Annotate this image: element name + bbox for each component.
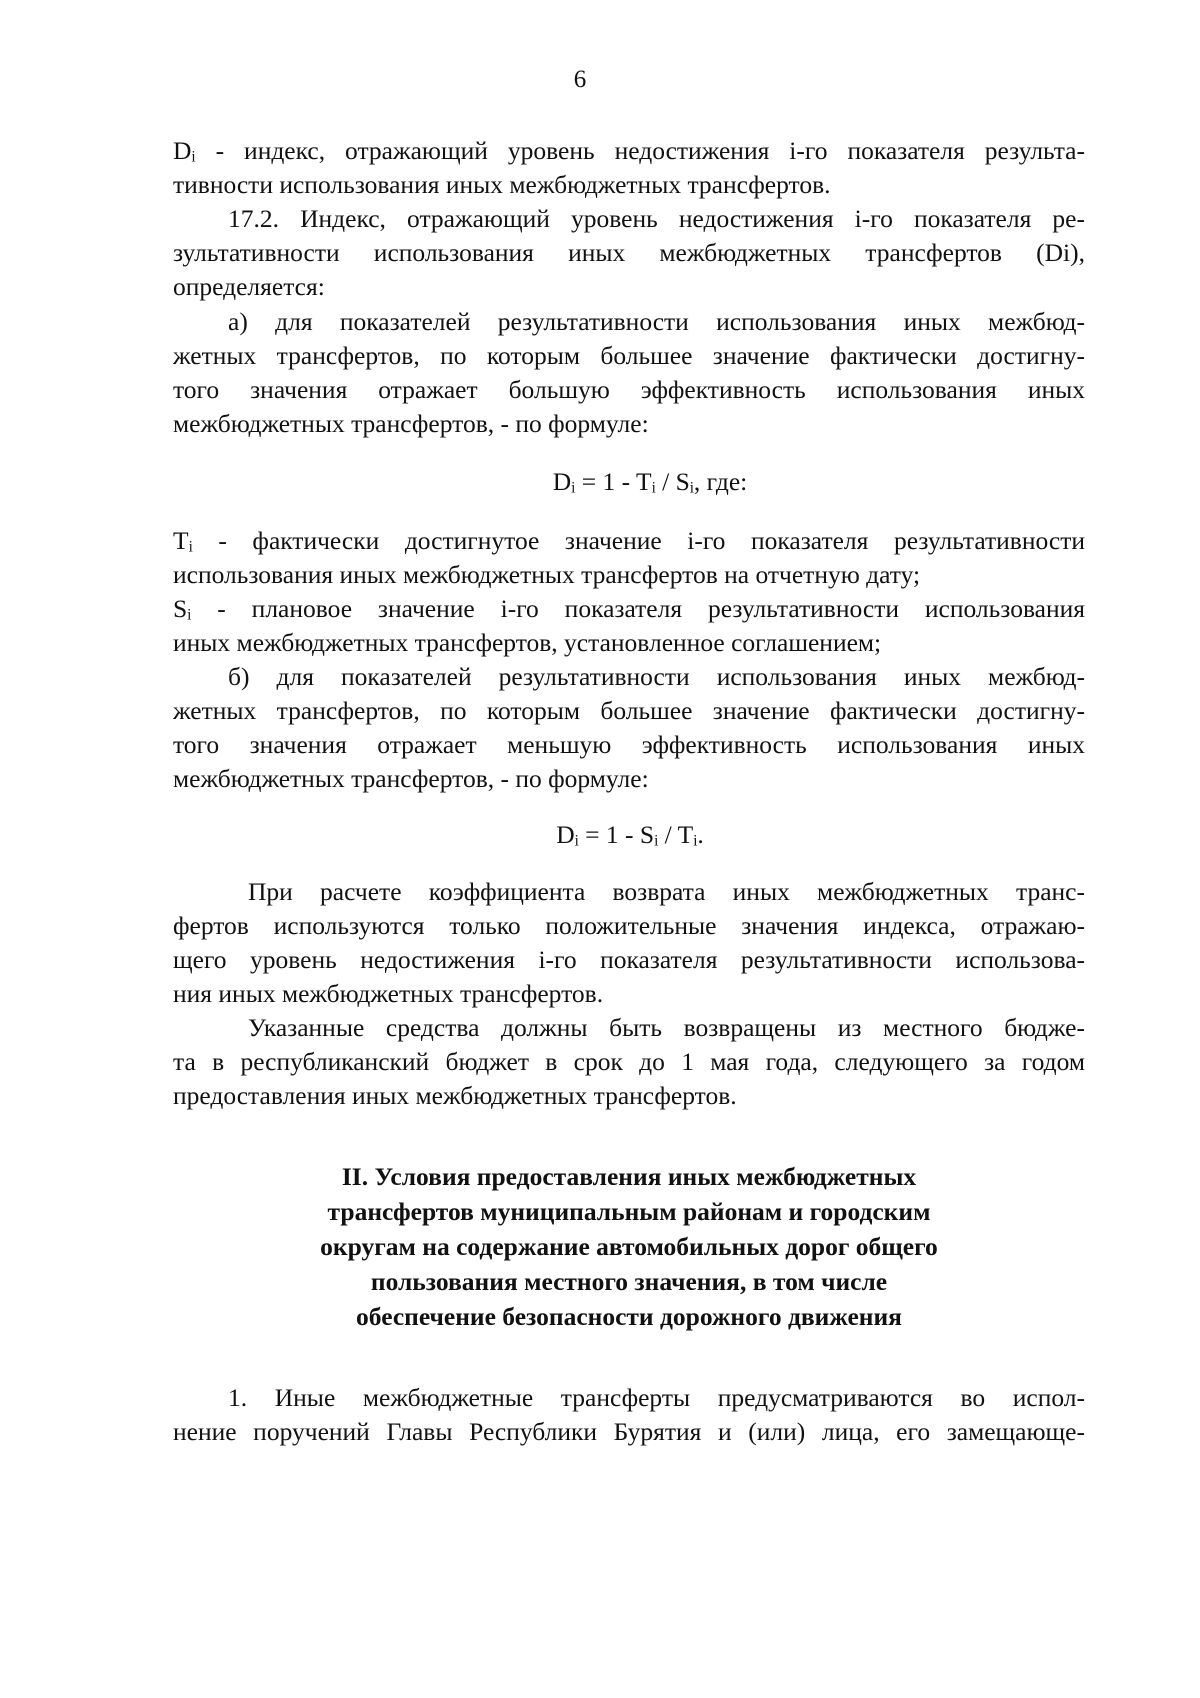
formula-1: Dᵢ = 1 - Tᵢ / Sᵢ, где:	[552, 467, 748, 496]
text-line: того значения отражает большую эффективность использования иных	[173, 375, 1085, 404]
text-line: Tᵢ - фактически достигнутое значение i-го показателя результативности	[173, 526, 1085, 555]
text-line: б) для показателей результативности использования иных межбюд-	[228, 662, 1085, 691]
text-line: 17.2. Индекс, отражающий уровень недостижения i-го показателя ре-	[228, 204, 1085, 233]
text-line: а) для показателей результативности использования иных межбюд-	[228, 307, 1085, 336]
text-line: тивности использования иных межбюджетных трансфертов.	[173, 170, 831, 199]
text-line: Sᵢ - плановое значение i-го показателя результативности использования	[173, 594, 1085, 623]
text-line: того значения отражает меньшую эффективность использования иных	[173, 730, 1085, 759]
text-line: зультативности использования иных межбюджетных трансфертов (Di),	[173, 238, 1085, 267]
text-line: нение поручений Главы Республики Бурятия и (или) лица, его замещающе-	[173, 1417, 1085, 1446]
section-heading-line: II. Условия предоставления иных межбюджетных	[341, 1162, 917, 1191]
text-line: жетных трансфертов, по которым большее значение фактически достигну-	[173, 341, 1085, 370]
section-heading-line: округам на содержание автомобильных дорог общего	[320, 1232, 938, 1261]
text-line: определяется:	[173, 272, 325, 301]
section-heading-line: обеспечение безопасности дорожного движения	[356, 1302, 902, 1331]
text-line: межбюджетных трансфертов, - по формуле:	[173, 409, 649, 438]
text-line: Указанные средства должны быть возвращены из местного бюдже-	[248, 1013, 1085, 1042]
text-line: щего уровень недостижения i-го показателя результативности использова-	[173, 945, 1085, 974]
text-line: та в республиканский бюджет в срок до 1 мая года, следующего за годом	[173, 1047, 1085, 1076]
text-line: При расчете коэффициента возврата иных межбюджетных транс-	[248, 877, 1085, 906]
text-line: фертов используются только положительные значения индекса, отражаю-	[173, 911, 1085, 940]
page-number: 6	[573, 66, 587, 93]
text-line: иных межбюджетных трансфертов, установленное соглашением;	[173, 628, 882, 657]
text-line: жетных трансфертов, по которым большее значение фактически достигну-	[173, 696, 1085, 725]
section-heading-line: трансфертов муниципальным районам и городским	[327, 1197, 931, 1226]
text-line: предоставления иных межбюджетных трансфертов.	[173, 1081, 737, 1110]
text-line: Dᵢ - индекс, отражающий уровень недостижения i-го показателя результа-	[173, 136, 1085, 165]
text-line: использования иных межбюджетных трансфертов на отчетную дату;	[173, 560, 921, 589]
section-heading-line: пользования местного значения, в том числе	[370, 1267, 888, 1296]
text-line: ния иных межбюджетных трансфертов.	[173, 979, 604, 1008]
text-line: 1. Иные межбюджетные трансферты предусматриваются во испол-	[228, 1383, 1085, 1412]
text-line: межбюджетных трансфертов, - по формуле:	[173, 764, 649, 793]
formula-2: Dᵢ = 1 - Sᵢ / Tᵢ.	[556, 820, 704, 849]
